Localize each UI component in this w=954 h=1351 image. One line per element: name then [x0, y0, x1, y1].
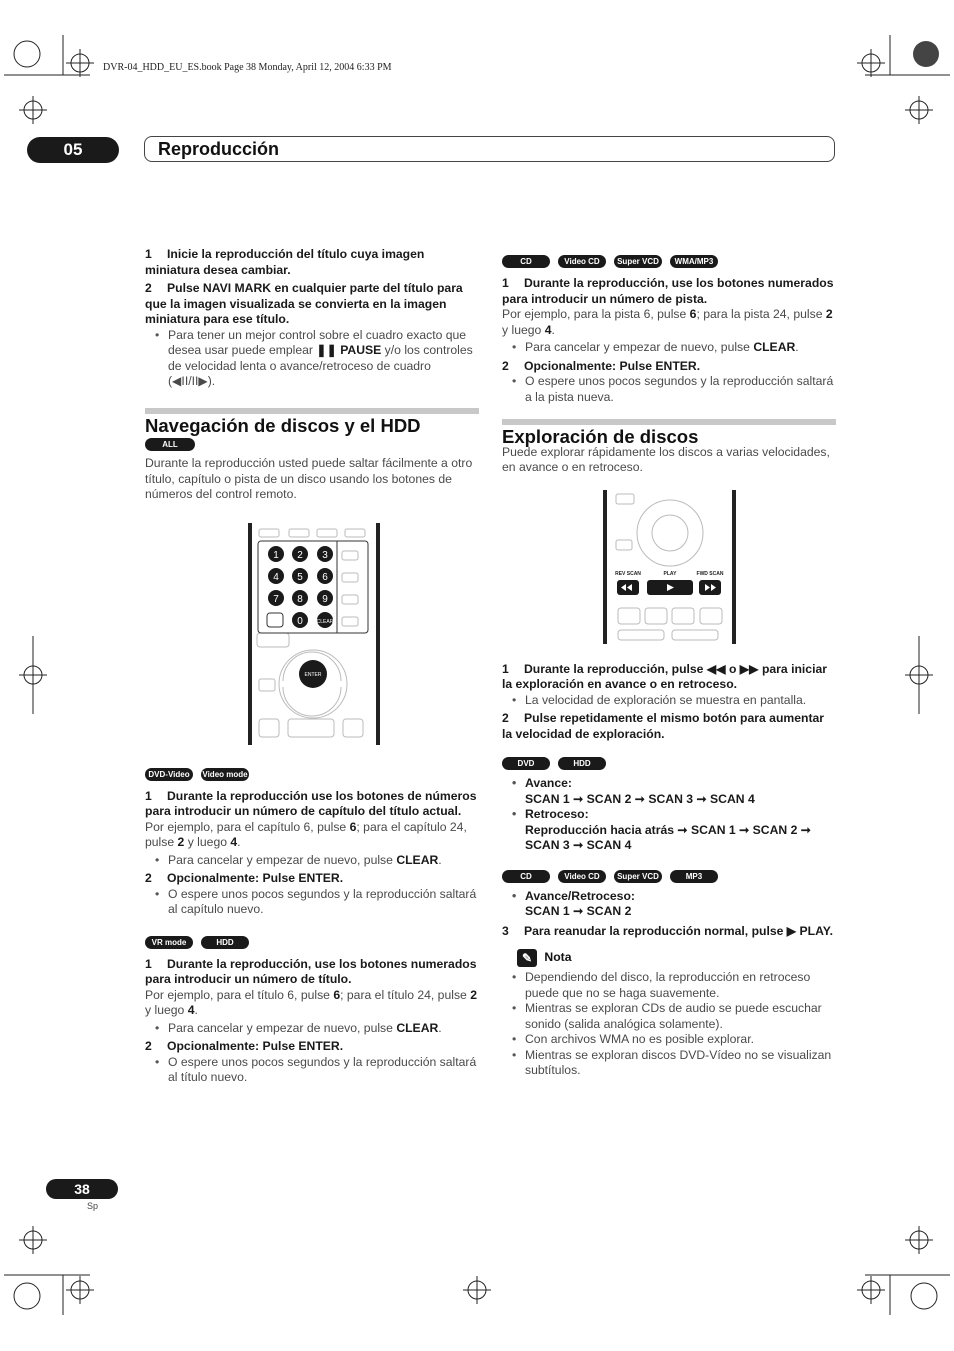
- file-info: DVR-04_HDD_EU_ES.book Page 38 Monday, April 12, 2004 6:33 PM: [103, 62, 392, 73]
- scan-intro: Puede explorar rápidamente los discos a varias velocidades, en avance o en retroceso.: [502, 444, 830, 474]
- key-3: 3: [322, 549, 328, 561]
- remote-numeric-illustration: [145, 521, 479, 749]
- tag-cd: CD: [502, 255, 550, 268]
- tag-super-vcd: Super VCD: [614, 255, 662, 268]
- track-cancel: • Para cancelar y empezar de nuevo, pulse CLEAR.: [502, 340, 836, 356]
- section-rule: [145, 408, 479, 414]
- key-5: 5: [297, 571, 303, 583]
- tag-dvd: DVD: [502, 757, 550, 770]
- tag-vr-mode: VR mode: [145, 936, 193, 949]
- key-7: 7: [273, 593, 279, 605]
- key-9: 9: [322, 593, 328, 605]
- scan-step-3: 3 Para reanudar la reproducción normal, pulse ▶ PLAY.: [502, 923, 833, 938]
- track-example: Por ejemplo, para la pista 6, pulse 6; para la pista 24, pulse 2 y luego 4.: [502, 307, 833, 337]
- tag-all: ALL: [145, 438, 195, 451]
- chapter-cancel: • Para cancelar y empezar de nuevo, pulse CLEAR.: [145, 853, 479, 869]
- chapter-example: Por ejemplo, para el capítulo 6, pulse 6; para el capítulo 24, pulse 2 y luego 4.: [145, 819, 467, 849]
- note-item: • Con archivos WMA no es posible explorar.: [502, 1032, 836, 1048]
- title-example: Por ejemplo, para el título 6, pulse 6; para el título 24, pulse 2 y luego 4.: [145, 987, 477, 1017]
- tag-wma-mp3: WMA/MP3: [670, 255, 718, 268]
- nav-intro: Durante la reproducción usted puede saltar fácilmente a otro título, capítulo o pista de un disco usando los botones de números del control remoto.: [145, 456, 473, 501]
- tag-video-mode: Video mode: [202, 769, 248, 779]
- nav-heading: Navegación de discos y el HDD: [145, 414, 421, 436]
- note-item: • Mientras se exploran CDs de audio se puede escuchar sonido (salida analógica solamente).: [502, 1001, 836, 1032]
- chapter-step-2: 2 Opcionalmente: Pulse ENTER.: [145, 871, 344, 885]
- rev-scan-label: REV SCAN: [615, 570, 641, 577]
- tag-dvd-video: DVD-Video: [145, 768, 193, 781]
- note-header: ✎ Nota: [502, 949, 836, 967]
- key-clear: CLEAR: [316, 618, 334, 625]
- section-rule: [502, 419, 836, 425]
- tag-cd: CD: [502, 870, 550, 883]
- tag-hdd: HDD: [201, 936, 249, 949]
- scan-step-2: 2 Pulse repetidamente el mismo botón para aumentar la velocidad de exploración.: [502, 711, 825, 741]
- tag-super-vcd: Super VCD: [614, 870, 662, 883]
- title-step-1: 1 Durante la reproducción, use los botones numerados para introducir un número de título.: [145, 956, 477, 986]
- title-step-2: 2 Opcionalmente: Pulse ENTER.: [145, 1039, 344, 1053]
- chapter-wait: • O espere unos pocos segundos y la reproducción saltará al capítulo nuevo.: [145, 887, 479, 918]
- key-enter: ENTER: [304, 671, 322, 678]
- page-language: Sp: [87, 1201, 99, 1211]
- key-6: 6: [322, 571, 328, 583]
- dvd-scan-modes: [502, 776, 836, 854]
- cd-scan-mode: • Avance/Retroceso: SCAN 1 ➞ SCAN 2: [502, 889, 836, 920]
- fwd-scan-label: FWD SCAN: [696, 570, 724, 577]
- tag-video-cd: Video CD: [558, 255, 606, 268]
- key-1: 1: [273, 549, 279, 561]
- left-column: [145, 247, 479, 1086]
- chapter-number: 05: [27, 137, 119, 163]
- scan-speed-note: • La velocidad de exploración se muestra en pantalla.: [502, 693, 836, 709]
- note-item: • Mientras se exploran discos DVD-Vídeo no se visualizan subtítulos.: [502, 1048, 836, 1079]
- scan-step-1: 1 Durante la reproducción, pulse ◀◀ o ▶▶ para iniciar la exploración en avance o en retroceso.: [502, 661, 827, 691]
- track-step-2: 2 Opcionalmente: Pulse ENTER.: [502, 358, 701, 373]
- step-2: 2 Pulse NAVI MARK en cualquier parte del título para que la imagen visualizada se convierta en la imagen miniatura para ese título.: [145, 281, 463, 326]
- key-0: 0: [297, 615, 303, 627]
- remote-scan-illustration: [502, 488, 836, 646]
- forward-mode: • Avance: SCAN 1 ➞ SCAN 2 ➞ SCAN 3 ➞ SCAN 4: [502, 776, 836, 807]
- title-cancel: • Para cancelar y empezar de nuevo, pulse CLEAR.: [145, 1021, 479, 1037]
- key-8: 8: [297, 593, 303, 605]
- page-number: 38: [46, 1179, 118, 1199]
- pencil-icon: ✎: [517, 949, 537, 967]
- right-column: [502, 253, 836, 1079]
- play-label: PLAY: [663, 570, 677, 577]
- pause-bullet: • Para tener un mejor control sobre el cuadro exacto que desea usar puede emplear ❚❚ PAUSE y/o los controles de velocidad lenta o avance/retroceso de cuadro (◀II/II▶).: [145, 328, 479, 390]
- tag-mp3: MP3: [670, 870, 718, 883]
- note-item: • Dependiendo del disco, la reproducción en retroceso puede que no se haga suavemente.: [502, 970, 836, 1001]
- reverse-mode: • Retroceso: Reproducción hacia atrás ➞ SCAN 1 ➞ SCAN 2 ➞ SCAN 3 ➞ SCAN 4: [502, 807, 836, 854]
- chapter-title: Reproducción: [158, 139, 280, 159]
- tag-hdd: HDD: [558, 757, 606, 770]
- key-2: 2: [297, 549, 303, 561]
- track-step-1: 1 Durante la reproducción, use los botones numerados para introducir un número de pista.: [502, 276, 834, 306]
- chapter-step-1: 1 Durante la reproducción use los botones de números para introducir un número de capítulo del título actual.: [145, 788, 477, 818]
- key-4: 4: [273, 571, 279, 583]
- scan-heading: Exploración de discos: [502, 426, 699, 447]
- title-wait: • O espere unos pocos segundos y la reproducción saltará al título nuevo.: [145, 1055, 479, 1086]
- step-1: 1 Inicie la reproducción del título cuya imagen miniatura desea cambiar.: [145, 247, 425, 277]
- tag-video-cd: Video CD: [558, 870, 606, 883]
- track-wait: • O espere unos pocos segundos y la reproducción saltará a la pista nueva.: [502, 374, 836, 405]
